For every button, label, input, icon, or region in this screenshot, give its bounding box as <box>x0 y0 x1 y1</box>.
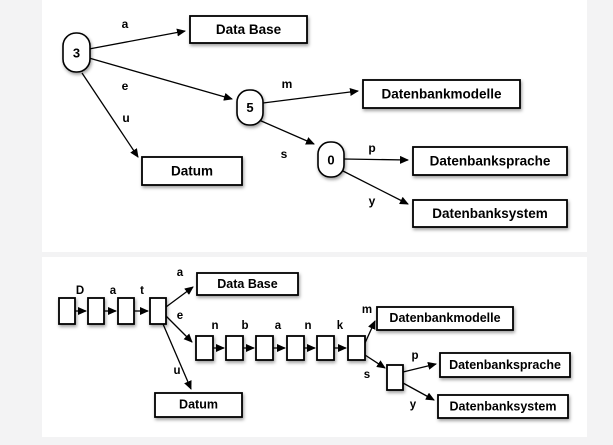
edge-u <box>163 324 191 389</box>
box-data-base-label: Data Base <box>215 22 282 37</box>
edge-label-e: e <box>121 79 129 93</box>
state-box <box>226 336 243 360</box>
edge-e <box>89 58 232 99</box>
edge-label-n1: n <box>211 320 219 332</box>
state-box <box>287 336 304 360</box>
trie-diagram <box>42 0 587 252</box>
edge-m <box>263 91 358 103</box>
edge-label-a3: a <box>274 320 282 332</box>
edge-label-D: D <box>75 285 85 297</box>
state-box <box>88 298 104 324</box>
state-box <box>150 298 166 324</box>
box-datum-label: Datum <box>179 397 218 412</box>
edge-label-e: e <box>176 310 184 322</box>
edge-label-s: s <box>280 147 288 161</box>
bottom-diagram-panel <box>42 257 587 437</box>
state-box <box>196 336 213 360</box>
box-datum-label: Datum <box>170 163 214 179</box>
edge-y <box>403 383 434 400</box>
box-datenbanksprache-label: Datenbanksprache <box>429 153 551 169</box>
edge-label-a: a <box>121 17 129 31</box>
trie-node-5-label: 5 <box>246 100 254 115</box>
edge-p <box>403 364 436 372</box>
automaton-diagram <box>42 257 587 437</box>
edge-label-y: y <box>409 399 417 411</box>
edge-label-k: k <box>336 320 344 332</box>
state-box <box>256 336 273 360</box>
box-datenbanksprache-label: Datenbanksprache <box>449 358 561 372</box>
edge-label-s: s <box>363 369 371 381</box>
edge-a <box>89 31 185 49</box>
edge-label-n2: n <box>304 320 312 332</box>
edge-label-y: y <box>368 194 376 208</box>
edge-m <box>365 321 375 343</box>
trie-node-0-label: 0 <box>327 152 335 168</box>
edge-a2 <box>166 287 193 307</box>
edge-s <box>259 120 314 144</box>
box-datenbanksystem-label: Datenbanksystem <box>432 206 548 221</box>
state-box <box>118 298 134 324</box>
edge-s <box>365 355 385 368</box>
box-datenbankmodelle-label: Datenbankmodelle <box>389 311 501 325</box>
edge-label-t: t <box>140 285 144 297</box>
box-data-base-label: Data Base <box>217 277 278 291</box>
edge-label-m: m <box>361 304 373 316</box>
edge-label-a1: a <box>109 285 117 297</box>
state-box <box>387 365 403 390</box>
state-box <box>59 298 75 324</box>
edge-label-p: p <box>368 141 376 155</box>
edge-label-u: u <box>173 365 181 377</box>
trie-node-3-label: 3 <box>72 45 81 61</box>
edge-label-a2: a <box>176 267 184 279</box>
edge-label-p: p <box>411 350 419 362</box>
edge-label-m: m <box>281 77 293 91</box>
edge-p <box>344 159 408 160</box>
top-diagram-panel <box>42 0 587 252</box>
box-datenbankmodelle-label: Datenbankmodelle <box>381 86 502 102</box>
edge-label-u: u <box>122 111 130 125</box>
state-box <box>348 336 365 360</box>
box-datenbanksystem-label: Datenbanksystem <box>449 399 557 414</box>
state-box <box>317 336 334 360</box>
edge-label-b: b <box>241 320 249 332</box>
